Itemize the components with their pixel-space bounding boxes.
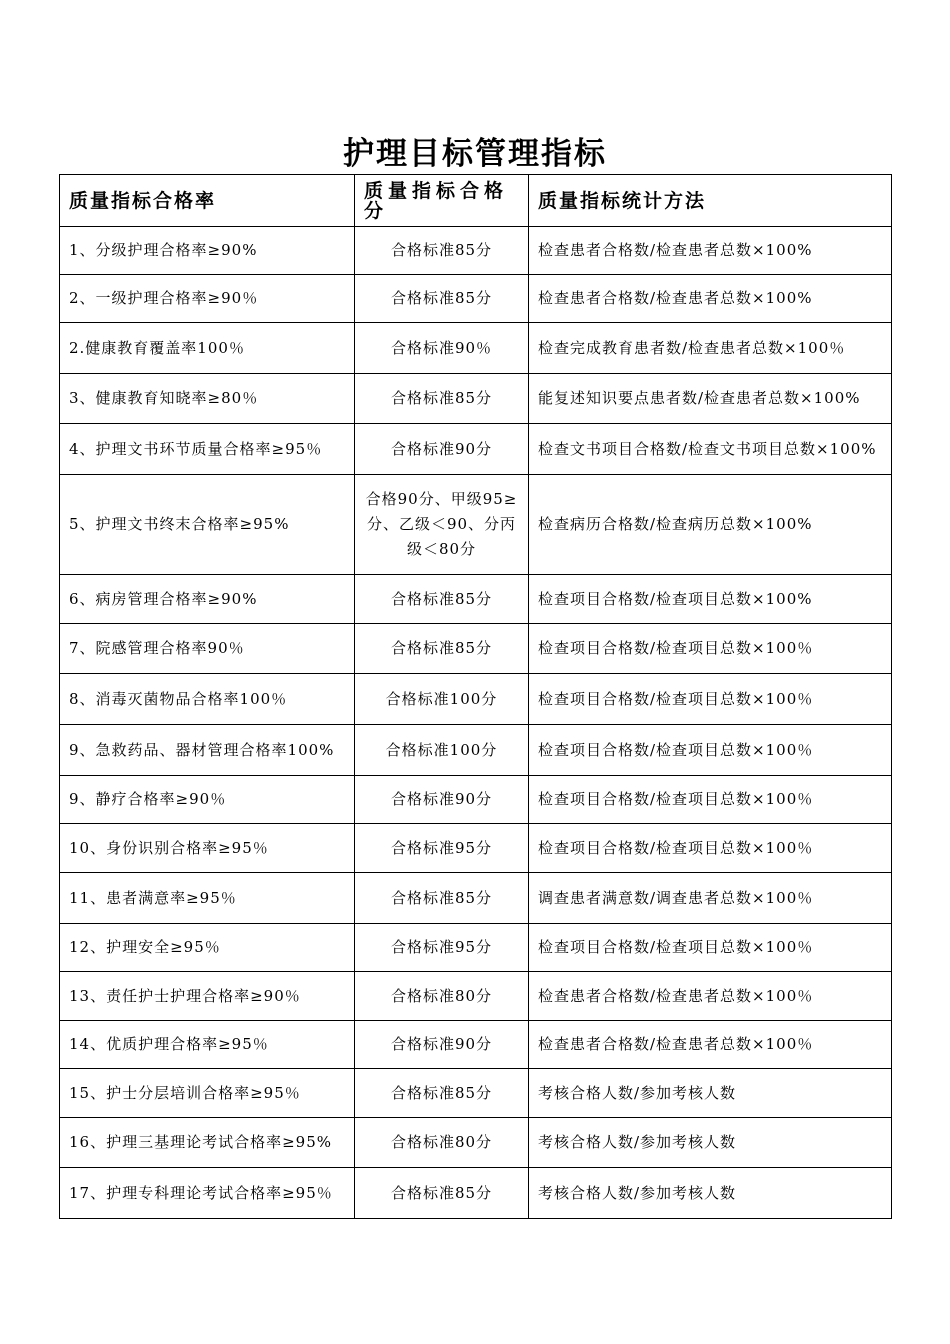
score-cell: 合格标准85分 — [355, 275, 529, 323]
method-cell: 检查项目合格数/检查项目总数×100% — [529, 575, 892, 624]
indicator-cell: 2、一级护理合格率≥90％ — [60, 275, 355, 323]
score-cell: 合格标准85分 — [355, 575, 529, 624]
table-row — [60, 227, 892, 275]
table-row — [60, 374, 892, 424]
score-cell: 合格标准85分 — [355, 374, 529, 424]
table-row — [60, 1118, 892, 1168]
method-cell: 检查项目合格数/检查项目总数×100％ — [529, 824, 892, 873]
score-cell: 合格标准95分 — [355, 924, 529, 972]
header-indicator: 质量指标合格率 — [60, 175, 355, 227]
indicator-cell: 15、护士分层培训合格率≥95％ — [60, 1069, 355, 1118]
score-cell: 合格标准100分 — [355, 674, 529, 725]
nursing-indicator-table — [59, 174, 892, 1219]
method-cell: 检查患者合格数/检查患者总数×100％ — [529, 972, 892, 1021]
method-cell: 检查患者合格数/检查患者总数×100％ — [529, 1021, 892, 1069]
method-cell: 检查病历合格数/检查病历总数×100% — [529, 475, 892, 575]
score-cell: 合格标准90％ — [355, 323, 529, 374]
indicator-cell: 12、护理安全≥95％ — [60, 924, 355, 972]
method-cell: 考核合格人数/参加考核人数 — [529, 1069, 892, 1118]
score-cell: 合格标准90分 — [355, 776, 529, 824]
method-cell: 检查项目合格数/检查项目总数×100％ — [529, 776, 892, 824]
indicator-cell: 4、护理文书环节质量合格率≥95％ — [60, 424, 355, 475]
header-row — [60, 175, 892, 227]
table-row — [60, 275, 892, 323]
indicator-cell: 2.健康教育覆盖率100％ — [60, 323, 355, 374]
score-cell: 合格标准85分 — [355, 1168, 529, 1219]
indicator-cell: 8、消毒灭菌物品合格率100％ — [60, 674, 355, 725]
header-method: 质量指标统计方法 — [529, 175, 892, 227]
table-row — [60, 323, 892, 374]
score-cell: 合格标准95分 — [355, 824, 529, 873]
table-row — [60, 1069, 892, 1118]
score-cell: 合格标准80分 — [355, 972, 529, 1021]
table-row — [60, 674, 892, 725]
score-cell: 合格90分、甲级95≥分、乙级＜90、分丙级＜80分 — [355, 475, 529, 575]
method-cell: 检查项目合格数/检查项目总数×100％ — [529, 725, 892, 776]
score-cell: 合格标准100分 — [355, 725, 529, 776]
table-row — [60, 776, 892, 824]
indicator-cell: 7、院感管理合格率90％ — [60, 624, 355, 674]
method-cell: 考核合格人数/参加考核人数 — [529, 1168, 892, 1219]
table-row — [60, 924, 892, 972]
method-cell: 能复述知识要点患者数/检查患者总数×100% — [529, 374, 892, 424]
indicator-cell: 17、护理专科理论考试合格率≥95％ — [60, 1168, 355, 1219]
table-row — [60, 972, 892, 1021]
table-row — [60, 624, 892, 674]
indicator-cell: 10、身份识别合格率≥95％ — [60, 824, 355, 873]
method-cell: 检查项目合格数/检查项目总数×100％ — [529, 924, 892, 972]
score-cell: 合格标准90分 — [355, 424, 529, 475]
score-cell: 合格标准85分 — [355, 1069, 529, 1118]
indicator-cell: 9、急救药品、器材管理合格率100% — [60, 725, 355, 776]
indicator-cell: 11、患者满意率≥95％ — [60, 873, 355, 924]
table-row — [60, 424, 892, 475]
score-cell: 合格标准85分 — [355, 624, 529, 674]
table-row — [60, 824, 892, 873]
indicator-cell: 5、护理文书终末合格率≥95% — [60, 475, 355, 575]
indicator-cell: 13、责任护士护理合格率≥90％ — [60, 972, 355, 1021]
indicator-cell: 9、静疗合格率≥90％ — [60, 776, 355, 824]
method-cell: 检查患者合格数/检查患者总数×100% — [529, 227, 892, 275]
indicator-cell: 3、健康教育知晓率≥80％ — [60, 374, 355, 424]
method-cell: 调查患者满意数/调查患者总数×100％ — [529, 873, 892, 924]
score-cell: 合格标准85分 — [355, 227, 529, 275]
score-cell: 合格标准80分 — [355, 1118, 529, 1168]
indicator-cell: 6、病房管理合格率≥90% — [60, 575, 355, 624]
table-row — [60, 1021, 892, 1069]
table-row — [60, 475, 892, 575]
page-title: 护理目标管理指标 — [343, 136, 607, 172]
score-cell: 合格标准90分 — [355, 1021, 529, 1069]
method-cell: 检查患者合格数/检查患者总数×100% — [529, 275, 892, 323]
table-row — [60, 725, 892, 776]
method-cell: 检查完成教育患者数/检查患者总数×100％ — [529, 323, 892, 374]
method-cell: 检查项目合格数/检查项目总数×100％ — [529, 674, 892, 725]
method-cell: 检查文书项目合格数/检查文书项目总数×100% — [529, 424, 892, 475]
table-row — [60, 873, 892, 924]
method-cell: 检查项目合格数/检查项目总数×100％ — [529, 624, 892, 674]
indicator-cell: 1、分级护理合格率≥90% — [60, 227, 355, 275]
table-row — [60, 1168, 892, 1219]
indicator-cell: 16、护理三基理论考试合格率≥95% — [60, 1118, 355, 1168]
indicator-cell: 14、优质护理合格率≥95％ — [60, 1021, 355, 1069]
method-cell: 考核合格人数/参加考核人数 — [529, 1118, 892, 1168]
table-row — [60, 575, 892, 624]
header-score: 质量指标合格分 — [355, 175, 529, 227]
score-cell: 合格标准85分 — [355, 873, 529, 924]
